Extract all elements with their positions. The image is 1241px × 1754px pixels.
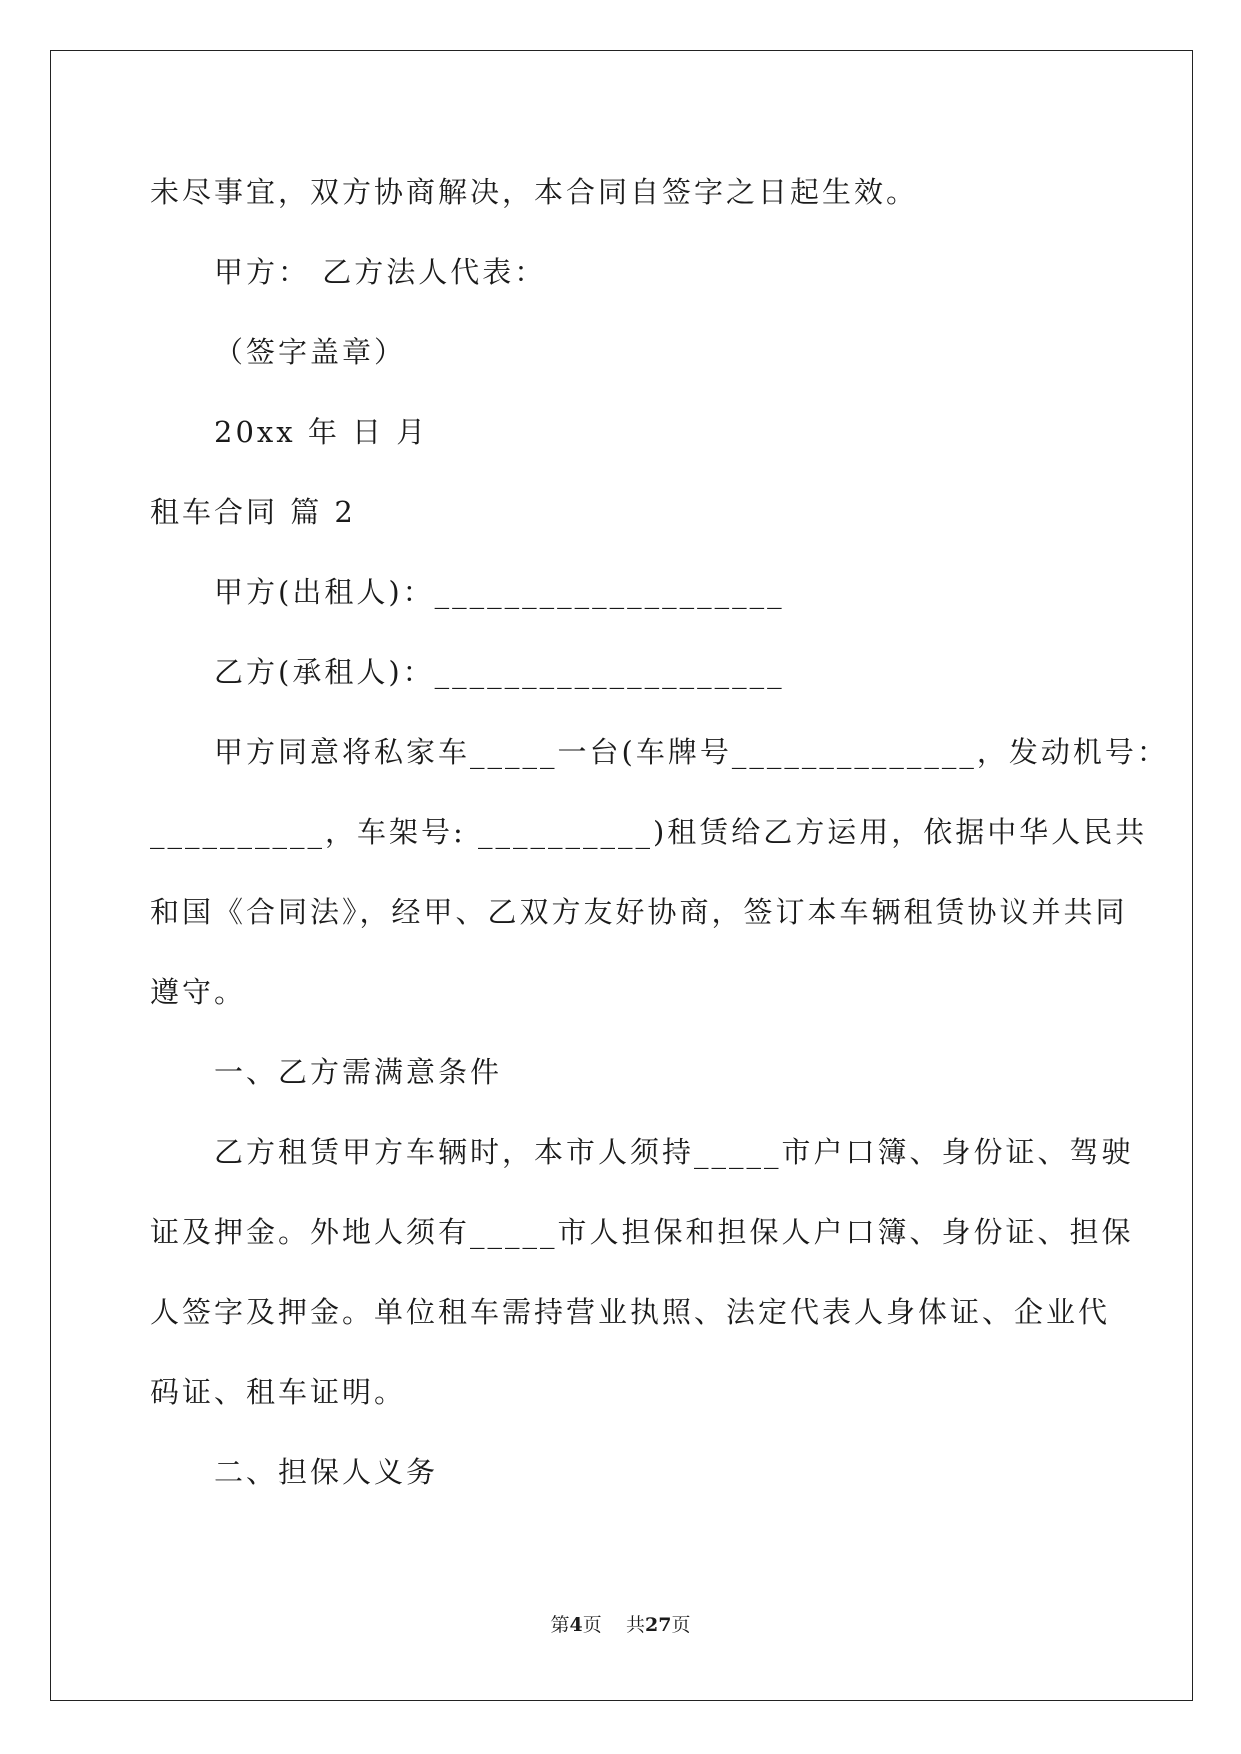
body-paragraph-line: 和国《合同法》，经甲、乙双方友好协商，签订本车辆租赁协议并共同 [150, 895, 1128, 929]
clause-paragraph-line: 乙方租赁甲方车辆时，本市人须持_____市户口簿、身份证、驾驶 [214, 1135, 1134, 1169]
footer-prefix: 第 [550, 1614, 570, 1636]
party-a-lessor: 甲方(出租人)：____________________ [214, 575, 785, 609]
page-footer [0, 1610, 1241, 1637]
body-paragraph-line: 遵守。 [150, 975, 247, 1009]
closing-clause: 未尽事宜，双方协商解决，本合同自签字之日起生效。 [150, 175, 919, 209]
footer-total-prefix: 共 [625, 1614, 645, 1636]
signature-parties: 甲方： 乙方法人代表： [214, 255, 547, 289]
clause-heading-1: 一、乙方需满意条件 [214, 1055, 503, 1089]
clause-paragraph-line: 人签字及押金。单位租车需持营业执照、法定代表人身体证、企业代 [150, 1295, 1111, 1329]
signature-seal-note: （签字盖章） [214, 335, 407, 369]
party-b-lessee: 乙方(承租人)：____________________ [214, 655, 785, 689]
clause-paragraph-line: 证及押金。外地人须有_____市人担保和担保人户口簿、身份证、担保 [150, 1215, 1134, 1249]
signature-date: 20xx 年 日 月 [214, 415, 429, 449]
body-paragraph-line: __________，车架号: __________)租赁给乙方运用，依据中华人民共 [150, 815, 1148, 849]
footer-total-suffix: 页 [671, 1614, 691, 1636]
clause-paragraph-line: 码证、租车证明。 [150, 1375, 407, 1409]
section-title: 租车合同 篇 2 [150, 495, 356, 529]
total-page-count: 27 [644, 1614, 672, 1636]
current-page-number: 4 [569, 1614, 583, 1636]
body-paragraph-line: 甲方同意将私家车_____一台(车牌号______________，发动机号： [214, 735, 1169, 769]
footer-page-suffix: 页 [582, 1614, 602, 1636]
clause-heading-2: 二、担保人义务 [214, 1455, 439, 1489]
